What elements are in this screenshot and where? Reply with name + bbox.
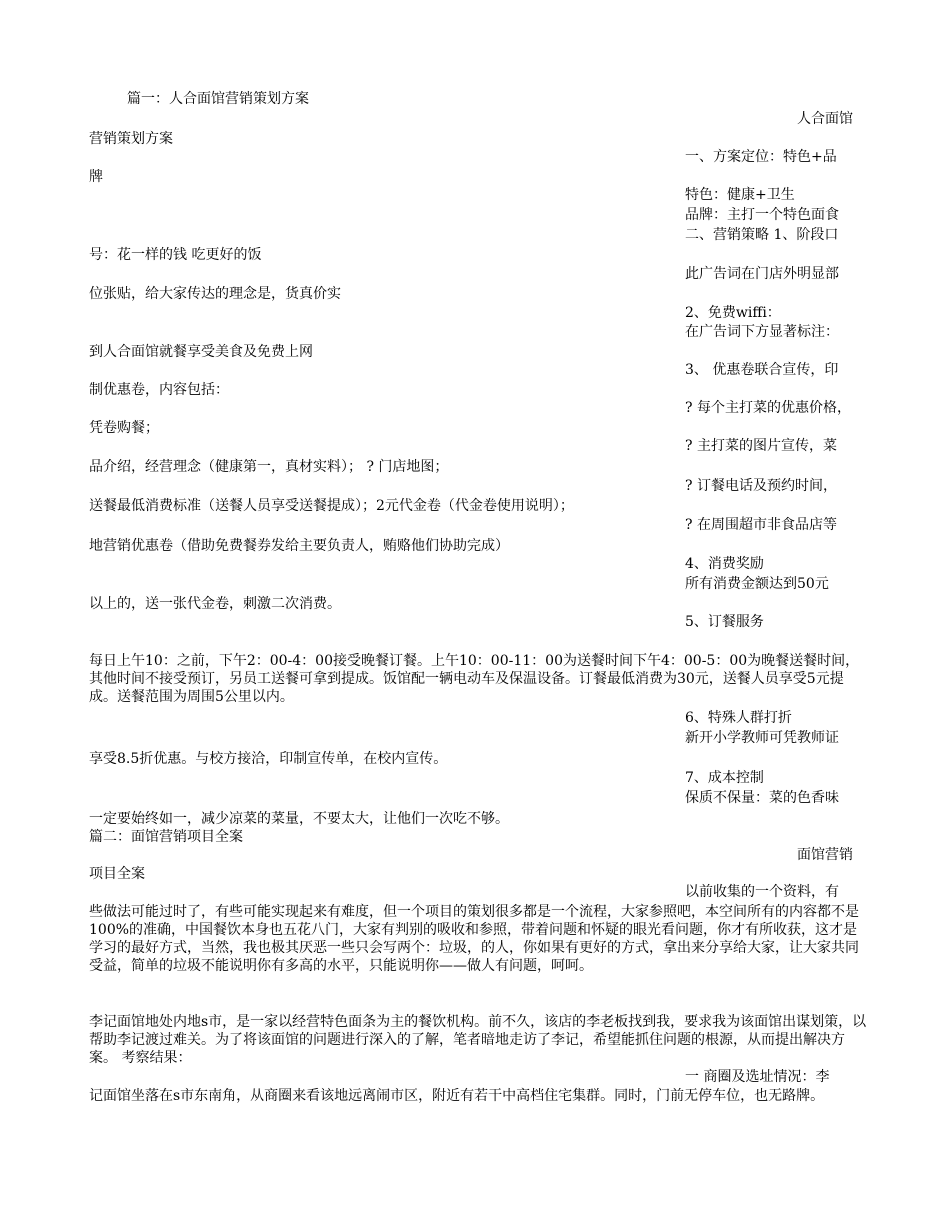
paragraph-delivery: 每日上午10：之前，下午2：00-4：00接受晚餐订餐。上午10：00-11：00为送餐时间下午4：00-5：00为晚餐送餐时间，其他时间不接受预订，另员工送餐可拿到提成。饭馆配一辆电动车及保温设备。订餐最低消费为30元，送餐人员享受5元提成。送餐范围为周围5公里以内。 bbox=[89, 653, 860, 705]
paragraph-case: 李记面馆地处内地s市，是一家以经营特色面条为主的餐饮机构。前不久，该店的李老板找到我，要求我为该面馆出谋划策，以帮助李记渡过难关。为了将该面馆的问题进行深入的了解，笔者暗地走访了李记，希望能抓住问题的根源，从而提出解决方案。 考察结果： bbox=[89, 1014, 867, 1066]
text-line: 二、营销策略 1、阶段口 bbox=[685, 227, 839, 243]
text-line: 特色：健康+卫生 bbox=[685, 187, 795, 203]
text-line: 一定要始终如一，减少凉菜的菜量，不要太大，让他们一次吃不够。 bbox=[89, 811, 509, 827]
text-line: 面馆营销 bbox=[797, 847, 853, 863]
text-line: 新开小学教师可凭教师证 bbox=[685, 730, 839, 746]
text-line: 项目全案 bbox=[89, 866, 145, 882]
text-line: 此广告词在门店外明显部 bbox=[685, 266, 839, 282]
text-line: 品牌：主打一个特色面食 bbox=[685, 207, 839, 223]
paragraph-location: 记面馆坐落在s市东南角，从商圈来看该地远离闹市区，附近有若干中高档住宅集群。同时，门前无停车位，也无路牌。 bbox=[89, 1088, 825, 1104]
section-title-1: 篇一：人合面馆营销策划方案 bbox=[127, 91, 309, 107]
text-line: 到人合面馆就餐享受美食及免费上网 bbox=[89, 344, 313, 360]
text-line: 一、方案定位：特色+品 bbox=[685, 149, 837, 165]
text-line: ? 主打菜的图片宣传，菜 bbox=[685, 438, 837, 454]
text-line: 以前收集的一个资料，有 bbox=[685, 884, 839, 900]
text-line: 7、成本控制 bbox=[685, 770, 764, 786]
text-line: 营销策划方案 bbox=[89, 131, 173, 147]
text-line: ? 订餐电话及预约时间， bbox=[685, 478, 837, 494]
text-line: ? 每个主打菜的优惠价格， bbox=[685, 400, 851, 416]
paragraph-intro: 些做法可能过时了，有些可能实现起来有难度，但一个项目的策划很多都是一个流程，大家参照吧，本空间所有的内容都不是100%的准确，中国餐饮本身也五花八门，大家有判别的吸收和参照，带着问题和怀疑的眼光看问题，你才有所收获，这才是学习的最好方式，当然，我也极其厌恶一些只会写两个：垃圾，的人，你如果有更好的方式，拿出来分享给大家，让大家共同受益，简单的垃圾不能说明你有多高的水平，只能说明你——做人有问题，呵呵。 bbox=[89, 904, 859, 974]
text-line: 牌 bbox=[89, 169, 103, 185]
text-line: 所有消费金额达到50元 bbox=[685, 576, 829, 592]
text-line: 以上的，送一张代金卷，刺激二次消费。 bbox=[89, 596, 341, 612]
text-line: 6、特殊人群打折 bbox=[685, 710, 792, 726]
text-line: 品介绍，经营理念（健康第一，真材实料）； ? 门店地图； bbox=[89, 459, 449, 475]
text-line: 4、消费奖励 bbox=[685, 556, 764, 572]
text-line: 地营销优惠卷（借助免费餐券发给主要负责人，贿赂他们协助完成） bbox=[89, 538, 509, 554]
text-line: 保质不保量：菜的色香味 bbox=[685, 790, 839, 806]
text-line: 号：花一样的钱 吃更好的饭 bbox=[89, 247, 262, 263]
text-line: 3、 优惠卷联合宣传，印 bbox=[685, 362, 839, 378]
text-line: 人合面馆 bbox=[797, 111, 853, 127]
text-line: 享受8.5折优惠。与校方接洽，印制宣传单，在校内宣传。 bbox=[89, 751, 448, 767]
text-line: 送餐最低消费标准（送餐人员享受送餐提成）；2元代金卷（代金卷使用说明）； bbox=[89, 498, 574, 514]
text-line: 凭卷购餐； bbox=[89, 420, 159, 436]
text-line: 5、订餐服务 bbox=[685, 614, 764, 630]
text-line: 2、免费wiffi： bbox=[685, 305, 781, 321]
text-line: 位张贴，给大家传达的理念是，货真价实 bbox=[89, 286, 341, 302]
text-line: 制优惠卷，内容包括： bbox=[89, 382, 229, 398]
text-line: 在广告词下方显著标注： bbox=[685, 324, 839, 340]
section-title-2: 篇二：面馆营销项目全案 bbox=[89, 829, 243, 845]
text-line: ? 在周围超市非食品店等 bbox=[685, 517, 837, 533]
text-line: 一 商圈及选址情况：李 bbox=[685, 1069, 830, 1085]
